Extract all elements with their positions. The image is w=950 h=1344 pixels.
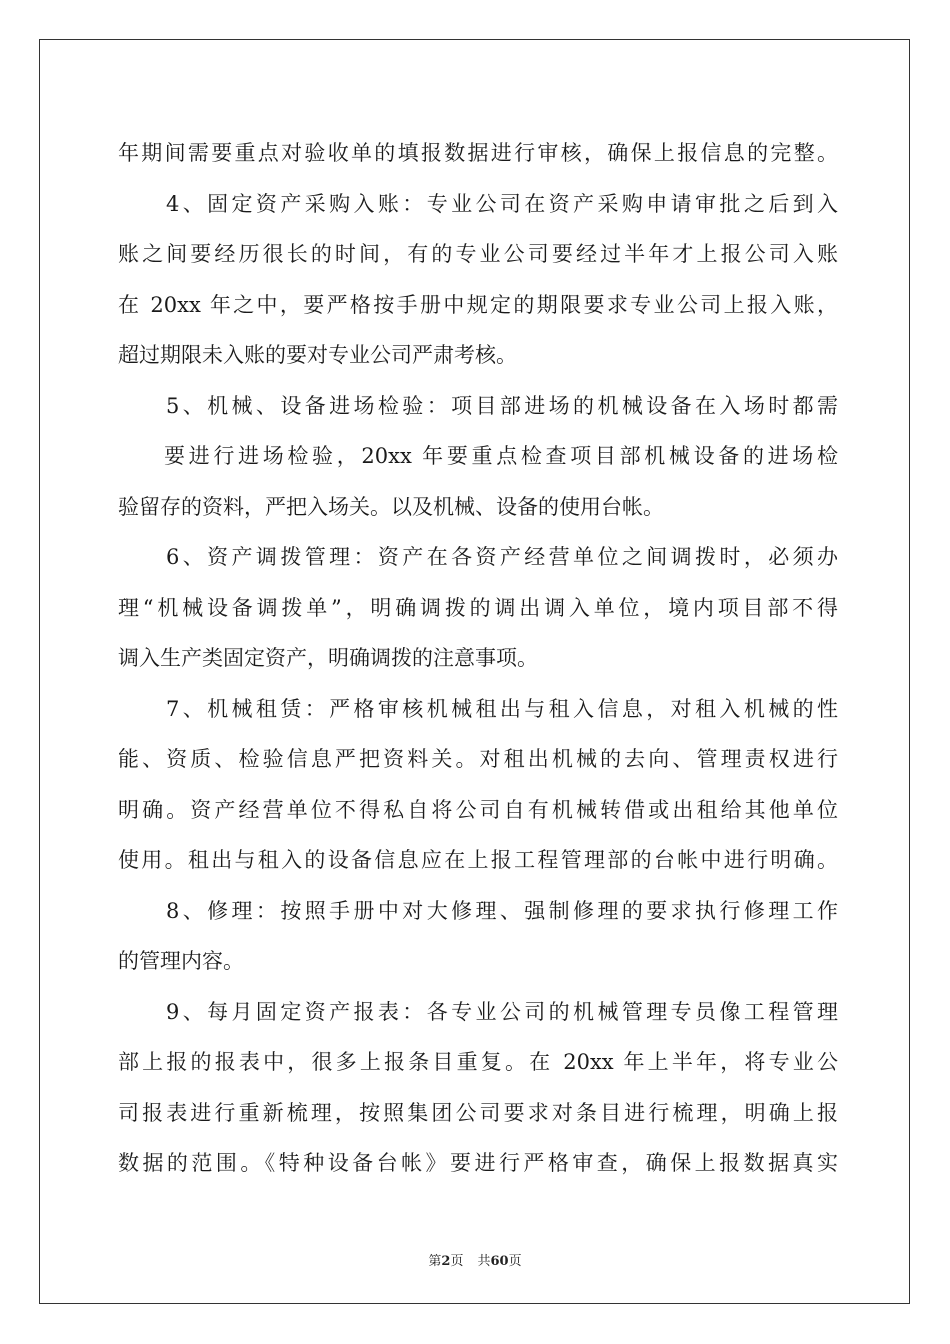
text-line: 账之间要经历很长的时间，有的专业公司要经过半年才上报公司入账 <box>118 242 838 266</box>
page-number: 2 <box>441 1254 451 1269</box>
text-line: 验留存的资料，严把入场关。以及机械、设备的使用台帐。 <box>118 494 664 519</box>
total-pages: 60 <box>490 1254 509 1269</box>
page-suffix: 页 <box>450 1254 464 1269</box>
text-line: 5、机械、设备进场检验：项目部进场的机械设备在入场时都需 <box>166 393 838 418</box>
text-line: 的管理内容。 <box>118 949 244 973</box>
text-line: 数据的范围。《特种设备台帐》要进行严格审查，确保上报数据真实 <box>118 1151 838 1175</box>
text-line: 超过期限未入账的要对专业公司严肃考核。 <box>118 343 517 367</box>
text-line: 9、每月固定资产报表：各专业公司的机械管理专员像工程管理 <box>166 999 838 1024</box>
body-text <box>118 128 838 1189</box>
text-line: 司报表进行重新梳理，按照集团公司要求对条目进行梳理，明确上报 <box>118 1100 838 1125</box>
text-line: 理“机械设备调拨单”，明确调拨的调出调入单位，境内项目部不得 <box>118 595 838 620</box>
page-footer <box>0 1250 950 1269</box>
page-prefix: 第 <box>428 1254 442 1269</box>
text-line: 在 20xx 年之中，要严格按手册中规定的期限要求专业公司上报入账， <box>118 292 838 317</box>
text-line: 使用。租出与租入的设备信息应在上报工程管理部的台帐中进行明确。 <box>118 848 838 872</box>
total-suffix: 页 <box>508 1254 522 1269</box>
total-prefix: 共 <box>477 1254 491 1269</box>
text-line: 能、资质、检验信息严把资料关。对租出机械的去向、管理责权进行 <box>118 747 838 771</box>
text-line: 8、修理：按照手册中对大修理、强制修理的要求执行修理工作 <box>166 898 838 923</box>
text-line: 年期间需要重点对验收单的填报数据进行审核，确保上报信息的完整。 <box>118 141 838 165</box>
text-line: 调入生产类固定资产，明确调拨的注意事项。 <box>118 646 538 670</box>
text-line: 4、固定资产采购入账：专业公司在资产采购申请审批之后到入 <box>166 191 838 216</box>
text-line: 部上报的报表中，很多上报条目重复。在 20xx 年上半年，将专业公 <box>118 1050 838 1074</box>
text-line: 6、资产调拨管理：资产在各资产经营单位之间调拨时，必须办 <box>166 545 838 569</box>
text-line: 7、机械租赁：严格审核机械租出与租入信息，对租入机械的性 <box>166 696 838 721</box>
text-line: 明确。资产经营单位不得私自将公司自有机械转借或出租给其他单位 <box>118 797 838 822</box>
text-line: 要进行进场检验，20xx 年要重点检查项目部机械设备的进场检 <box>164 444 838 468</box>
